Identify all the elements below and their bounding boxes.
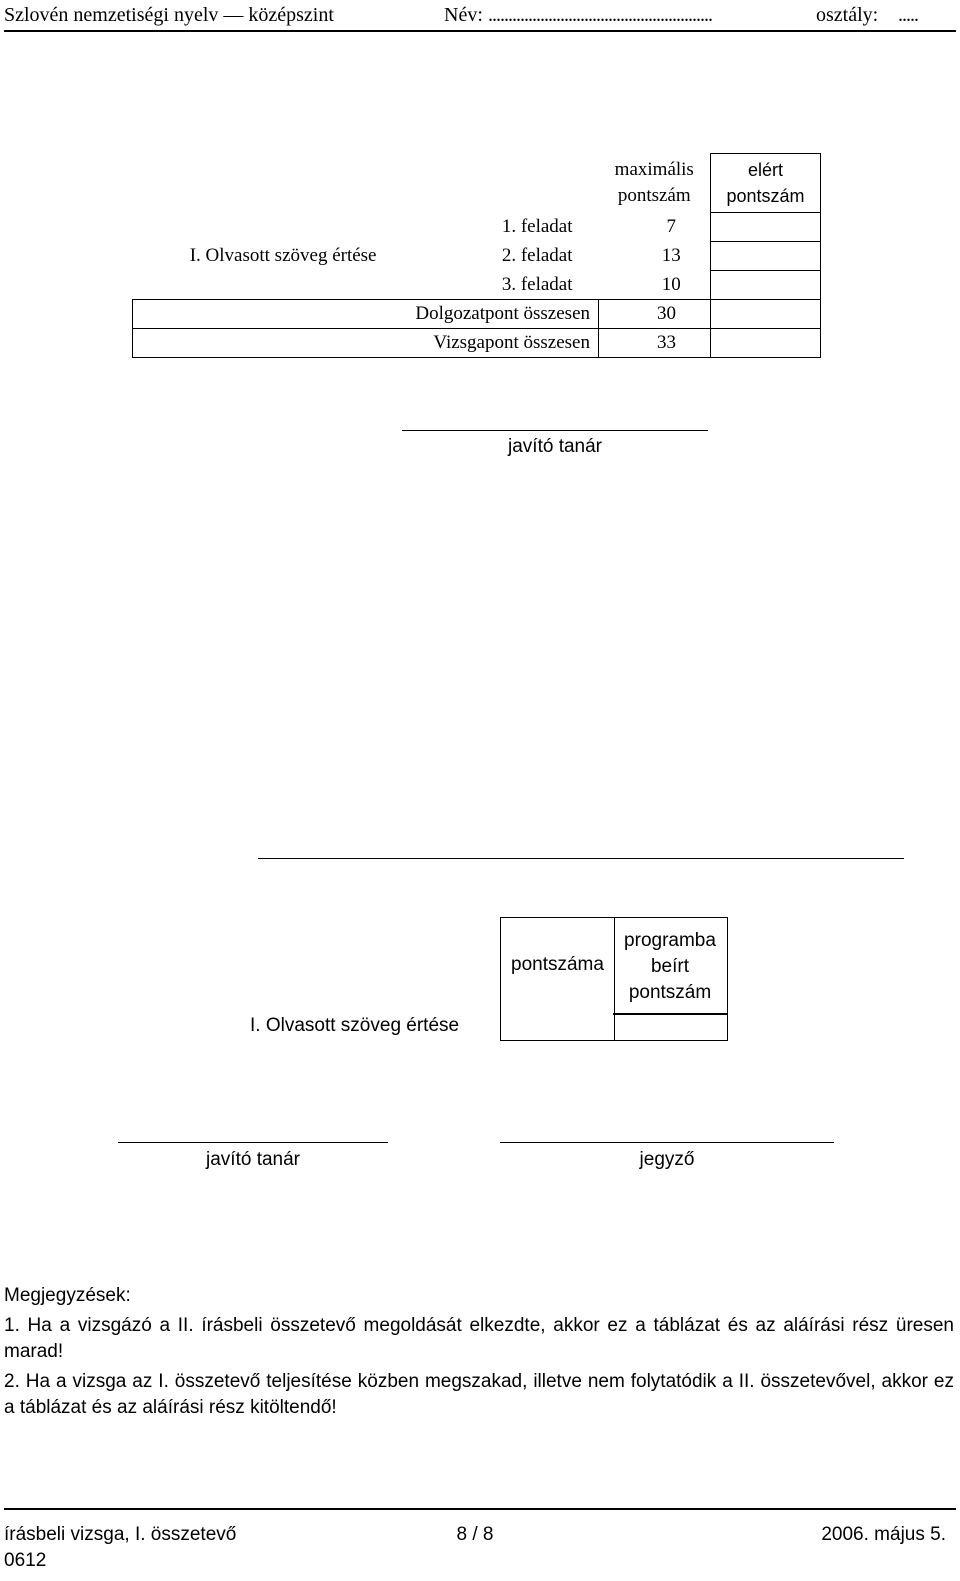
- footer-date: 2006. május 5.: [821, 1524, 946, 1545]
- program-entered-box: [613, 917, 728, 1015]
- task-3-achieved: [711, 271, 821, 300]
- page-header: [4, 2, 956, 32]
- footer-page: 8 / 8: [456, 1524, 494, 1545]
- program-entered-header: programba beírt pontszám: [624, 930, 716, 1003]
- task-3-label: 3. feladat: [501, 273, 573, 295]
- footer-left: írásbeli vizsga, I. összetevő: [4, 1524, 237, 1545]
- col-achieved-header: elért pontszám: [711, 154, 821, 213]
- signature-line-2: [118, 1142, 388, 1143]
- total-exam-label: Vizsgapont összesen: [133, 329, 599, 358]
- signature-label-2: javító tanár: [206, 1149, 300, 1170]
- program-points-box: [500, 917, 615, 1041]
- note-item-2: 2. Ha a vizsga az I. összetevő teljesítése közben megszakad, illetve nem folytatódik a II. összetevővel, akkor ez a táblázat és az aláírási rész kitöltendő!: [4, 1370, 954, 1418]
- total-exam-achieved: [711, 329, 821, 358]
- note-item-1: 1. Ha a vizsgázó a II. írásbeli összetevő megoldását elkezdte, akkor ez a táblázat és az aláírási rész üresen marad!: [4, 1314, 954, 1362]
- task-2-label: 2. feladat: [501, 245, 573, 266]
- task-1-max: 7: [666, 216, 676, 237]
- header-class-label: osztály:: [816, 4, 879, 26]
- footer-line: [4, 1508, 956, 1510]
- signature-line-1: [402, 430, 708, 431]
- program-entered-value: [613, 1013, 728, 1041]
- task-1-achieved: [711, 213, 821, 242]
- notes-section: [4, 1283, 954, 1422]
- header-name-label: Név:: [444, 4, 483, 26]
- header-subject: Szlovén nemzetiségi nyelv — középszint: [4, 4, 334, 26]
- total-exam-max: 33: [599, 329, 711, 358]
- task-2-max: 13: [661, 245, 681, 266]
- col-max-header: maximális pontszám: [614, 159, 694, 206]
- task-2-achieved: [711, 242, 821, 271]
- separator-line: [258, 858, 904, 859]
- total-work-label: Dolgozatpont összesen: [133, 300, 599, 329]
- task-1-label: 1. feladat: [501, 216, 573, 237]
- score-table: [132, 153, 821, 358]
- signature-line-3: [500, 1142, 834, 1143]
- notes-title: Megjegyzések:: [4, 1285, 131, 1306]
- total-work-max: 30: [599, 300, 711, 329]
- program-row-label: I. Olvasott szöveg értése: [250, 1015, 460, 1036]
- section-label: I. Olvasott szöveg értése: [189, 244, 377, 266]
- total-work-achieved: [711, 300, 821, 329]
- signature-label-3: jegyző: [639, 1149, 695, 1170]
- header-class-dots: .....: [898, 4, 918, 26]
- signature-label-1: javító tanár: [508, 436, 602, 457]
- footer-code: 0612: [4, 1550, 47, 1571]
- header-name-dots: ........................................................: [488, 4, 712, 26]
- program-points-header: pontszáma: [511, 954, 604, 975]
- task-3-max: 10: [661, 273, 681, 295]
